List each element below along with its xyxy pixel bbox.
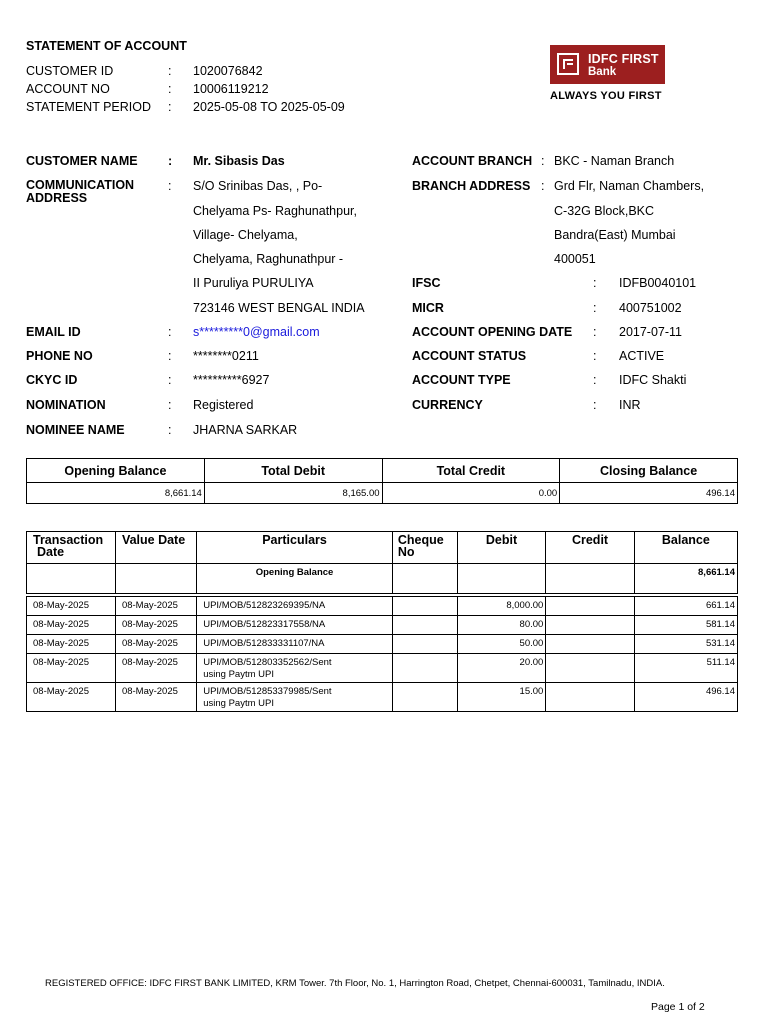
customer-name-value: Mr. Sibasis Das <box>193 154 285 168</box>
account-opening-date-label: ACCOUNT OPENING DATE <box>412 325 573 339</box>
transaction-date: 08-May-2025 <box>27 616 116 635</box>
account-status-value: ACTIVE <box>619 349 665 363</box>
colon: : <box>541 179 545 193</box>
summary-header-row <box>27 459 738 483</box>
balance-amount: 531.14 <box>634 635 737 654</box>
closing-balance-value: 496.14 <box>560 483 738 504</box>
branch-address-line: 400051 <box>554 252 596 266</box>
cheque-no <box>392 683 457 712</box>
transaction-date-header-line1: Transaction <box>33 533 104 547</box>
value-date: 08-May-2025 <box>115 597 196 616</box>
account-opening-date-value: 2017-07-11 <box>619 325 683 339</box>
account-no-label: ACCOUNT NO <box>26 82 110 96</box>
balance-header: Balance <box>634 532 737 564</box>
total-debit-header: Total Debit <box>204 459 382 483</box>
table-cell <box>115 564 196 594</box>
cheque-no <box>392 654 457 683</box>
balance-amount: 581.14 <box>634 616 737 635</box>
transaction-date: 08-May-2025 <box>27 597 116 616</box>
value-date: 08-May-2025 <box>115 683 196 712</box>
table-row <box>27 635 738 654</box>
value-date: 08-May-2025 <box>115 616 196 635</box>
account-status-label: ACCOUNT STATUS <box>412 349 527 363</box>
colon: : <box>168 398 172 412</box>
account-branch-label: ACCOUNT BRANCH <box>412 154 533 168</box>
transactions-table <box>26 531 738 712</box>
credit-amount <box>546 597 634 616</box>
colon: : <box>168 423 172 437</box>
total-debit-value: 8,165.00 <box>204 483 382 504</box>
micr-value: 400751002 <box>619 301 682 315</box>
email-value[interactable]: s*********0@gmail.com <box>193 325 320 339</box>
table-row <box>27 616 738 635</box>
particulars <box>197 654 393 683</box>
account-type-value: IDFC Shakti <box>619 373 687 387</box>
particulars: UPI/MOB/512833331107/NA <box>197 635 393 654</box>
phone-value: ********0211 <box>193 349 259 363</box>
colon: : <box>168 82 172 96</box>
statement-period-value: 2025-05-08 TO 2025-05-09 <box>193 100 345 114</box>
address-line: Chelyama Ps- Raghunathpur, <box>193 204 357 218</box>
summary-value-row <box>27 483 738 504</box>
address-line: 723146 WEST BENGAL INDIA <box>193 301 365 315</box>
colon: : <box>593 398 597 412</box>
colon: : <box>168 349 172 363</box>
registered-office-footer: REGISTERED OFFICE: IDFC FIRST BANK LIMITED, KRM Tower. 7th Floor, No. 1, Harrington Road, Chetpet, Chennai-600031, Tamilnadu, INDIA. <box>45 978 665 989</box>
communication-address-label: COMMUNICATION ADDRESS <box>26 178 135 205</box>
credit-amount <box>546 616 634 635</box>
nomination-label: NOMINATION <box>26 398 106 412</box>
micr-label: MICR <box>412 301 444 315</box>
particulars: UPI/MOB/512823269395/NA <box>197 597 393 616</box>
debit-amount: 80.00 <box>457 616 546 635</box>
cheque-no <box>392 635 457 654</box>
page-title: STATEMENT OF ACCOUNT <box>26 39 187 53</box>
customer-id-value: 1020076842 <box>193 64 263 78</box>
particulars-header: Particulars <box>197 532 393 564</box>
cheque-no-header <box>392 532 457 564</box>
value-date-header: Value Date <box>115 532 196 564</box>
address-line: Chelyama, Raghunathpur - <box>193 252 344 266</box>
debit-amount: 15.00 <box>457 683 546 712</box>
page-number: Page 1 of 2 <box>651 1001 705 1013</box>
transaction-date: 08-May-2025 <box>27 654 116 683</box>
ifsc-label: IFSC <box>412 276 441 290</box>
transactions-header-row <box>27 532 738 564</box>
transaction-date-header <box>27 532 116 564</box>
colon: : <box>593 325 597 339</box>
balance-summary-table <box>26 458 738 504</box>
branch-address-line: C-32G Block,BKC <box>554 204 655 218</box>
ckyc-value: **********6927 <box>193 373 270 387</box>
colon: : <box>168 179 172 193</box>
total-credit-header: Total Credit <box>382 459 560 483</box>
particulars-line1: UPI/MOB/512853379985/Sent <box>203 686 332 697</box>
branch-address-label: BRANCH ADDRESS <box>412 179 531 193</box>
opening-balance-amount: 8,661.14 <box>634 564 737 594</box>
colon: : <box>541 154 545 168</box>
particulars-line1: UPI/MOB/512803352562/Sent <box>203 657 332 668</box>
cheque-no-header-line2: No <box>397 545 415 559</box>
colon: : <box>593 301 597 315</box>
email-label: EMAIL ID <box>26 325 81 339</box>
address-line: II Puruliya PURULIYA <box>193 276 314 290</box>
colon: : <box>593 276 597 290</box>
account-type-label: ACCOUNT TYPE <box>412 373 511 387</box>
credit-header: Credit <box>546 532 634 564</box>
colon: : <box>593 349 597 363</box>
nominee-name-value: JHARNA SARKAR <box>193 423 298 437</box>
debit-header: Debit <box>457 532 546 564</box>
value-date: 08-May-2025 <box>115 654 196 683</box>
cheque-no-header-line1: Cheque <box>397 533 444 547</box>
credit-amount <box>546 654 634 683</box>
particulars <box>197 683 393 712</box>
table-row <box>27 654 738 683</box>
table-cell <box>27 564 116 594</box>
currency-label: CURRENCY <box>412 398 483 412</box>
bank-logo-name: IDFC FIRST <box>588 52 659 66</box>
bank-logo <box>550 45 665 84</box>
credit-amount <box>546 683 634 712</box>
value-date: 08-May-2025 <box>115 635 196 654</box>
ifsc-value: IDFB0040101 <box>619 276 697 290</box>
nomination-value: Registered <box>193 398 254 412</box>
particulars-line2: using Paytm UPI <box>203 698 274 709</box>
table-row <box>27 597 738 616</box>
total-credit-value: 0.00 <box>382 483 560 504</box>
cheque-no <box>392 616 457 635</box>
statement-period-label: STATEMENT PERIOD <box>26 100 152 114</box>
transaction-date: 08-May-2025 <box>27 635 116 654</box>
debit-amount: 20.00 <box>457 654 546 683</box>
debit-amount: 8,000.00 <box>457 597 546 616</box>
table-row <box>27 683 738 712</box>
phone-label: PHONE NO <box>26 349 93 363</box>
branch-address-line: Bandra(East) Mumbai <box>554 228 676 242</box>
customer-name-label: CUSTOMER NAME <box>26 154 138 168</box>
balance-amount: 496.14 <box>634 683 737 712</box>
closing-balance-header: Closing Balance <box>560 459 738 483</box>
particulars-line2: using Paytm UPI <box>203 669 274 680</box>
address-line: Village- Chelyama, <box>193 228 298 242</box>
balance-amount: 661.14 <box>634 597 737 616</box>
colon: : <box>168 64 172 78</box>
colon: : <box>168 100 172 114</box>
account-no-value: 10006119212 <box>193 82 269 96</box>
bank-logo-subname: Bank <box>588 66 617 78</box>
cheque-no <box>392 597 457 616</box>
customer-id-label: CUSTOMER ID <box>26 64 114 78</box>
account-branch-value: BKC - Naman Branch <box>554 154 675 168</box>
table-cell <box>546 564 634 594</box>
opening-balance-label: Opening Balance <box>197 564 393 594</box>
debit-amount: 50.00 <box>457 635 546 654</box>
table-cell <box>392 564 457 594</box>
opening-balance-value: 8,661.14 <box>27 483 205 504</box>
branch-address-line: Grd Flr, Naman Chambers, <box>554 179 705 193</box>
table-cell <box>457 564 546 594</box>
colon: : <box>593 373 597 387</box>
address-line: S/O Srinibas Das, , Po- <box>193 179 323 193</box>
bank-logo-icon <box>557 53 579 75</box>
ckyc-label: CKYC ID <box>26 373 78 387</box>
opening-balance-header: Opening Balance <box>27 459 205 483</box>
balance-amount: 511.14 <box>634 654 737 683</box>
colon: : <box>168 325 172 339</box>
currency-value: INR <box>619 398 641 412</box>
colon: : <box>168 373 172 387</box>
credit-amount <box>546 635 634 654</box>
particulars: UPI/MOB/512823317558/NA <box>197 616 393 635</box>
bank-tagline: ALWAYS YOU FIRST <box>550 90 662 102</box>
opening-balance-row <box>27 564 738 594</box>
colon: : <box>168 154 173 168</box>
transaction-date-header-line2: Date <box>37 545 65 559</box>
nominee-name-label: NOMINEE NAME <box>26 423 125 437</box>
transaction-date: 08-May-2025 <box>27 683 116 712</box>
